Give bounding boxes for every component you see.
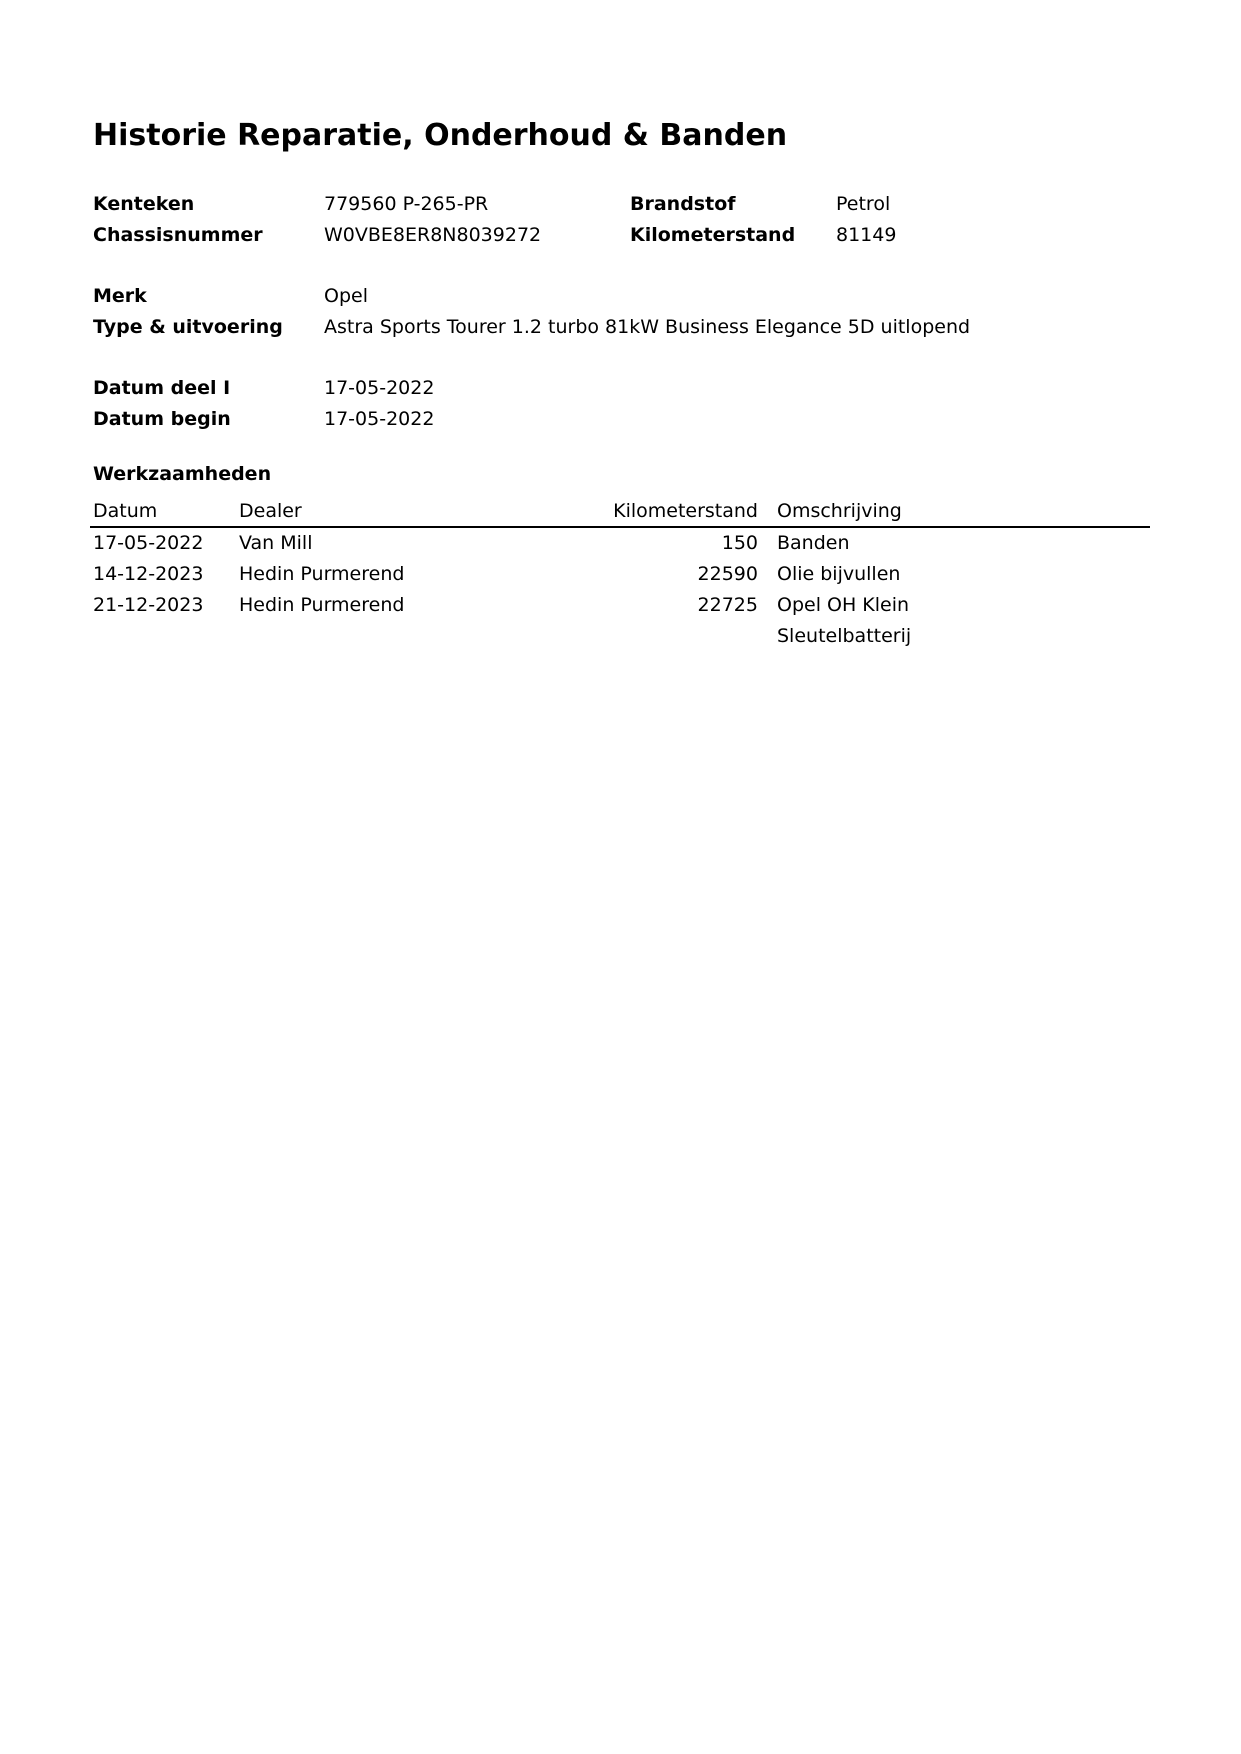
omschrijving-line: Banden [777,532,850,554]
kilometerstand-value: 81149 [836,224,897,246]
row-datum: 21-12-2023 [93,594,204,616]
header-datum: Datum [93,500,158,522]
chassis-label: Chassisnummer [93,224,263,246]
row-kilometerstand: 150 [721,532,758,554]
werkzaamheden-table [90,496,1150,652]
werkzaamheden-title: Werkzaamheden [93,463,272,485]
datum-begin-value: 17-05-2022 [324,408,435,430]
header-omschrijving: Omschrijving [777,500,902,522]
chassis-value: W0VBE8ER8N8039272 [324,224,542,246]
datum-begin-label: Datum begin [93,408,231,430]
row-dealer: Hedin Purmerend [239,563,405,585]
page-title: Historie Reparatie, Onderhoud & Banden [93,118,788,153]
row-dealer: Hedin Purmerend [239,594,405,616]
table-row [90,528,1150,559]
table-row [90,590,1150,652]
header-kilometerstand: Kilometerstand [613,500,758,522]
type-value: Astra Sports Tourer 1.2 turbo 81kW Business Elegance 5D uitlopend [324,316,971,338]
header-dealer: Dealer [239,500,302,522]
kilometerstand-label: Kilometerstand [630,224,796,246]
table-row [90,559,1150,590]
row-datum: 14-12-2023 [93,563,204,585]
row-kilometerstand: 22725 [697,594,758,616]
omschrijving-line: Opel OH Klein [777,594,910,616]
row-datum: 17-05-2022 [93,532,204,554]
table-header-row [90,496,1150,528]
row-dealer: Van Mill [239,532,313,554]
datum-deel-label: Datum deel I [93,377,231,399]
kenteken-label: Kenteken [93,193,195,215]
row-omschrijving [777,531,850,555]
brandstof-value: Petrol [836,193,891,215]
brandstof-label: Brandstof [630,193,736,215]
omschrijving-line: Sleutelbatterij [777,625,912,647]
row-kilometerstand: 22590 [697,563,758,585]
omschrijving-line: Olie bijvullen [777,563,901,585]
type-label: Type & uitvoering [93,316,283,338]
kenteken-value: 779560 P-265-PR [324,193,489,215]
row-omschrijving [777,593,911,648]
merk-value: Opel [324,285,368,307]
datum-deel-value: 17-05-2022 [324,377,435,399]
merk-label: Merk [93,285,147,307]
row-omschrijving [777,562,900,586]
